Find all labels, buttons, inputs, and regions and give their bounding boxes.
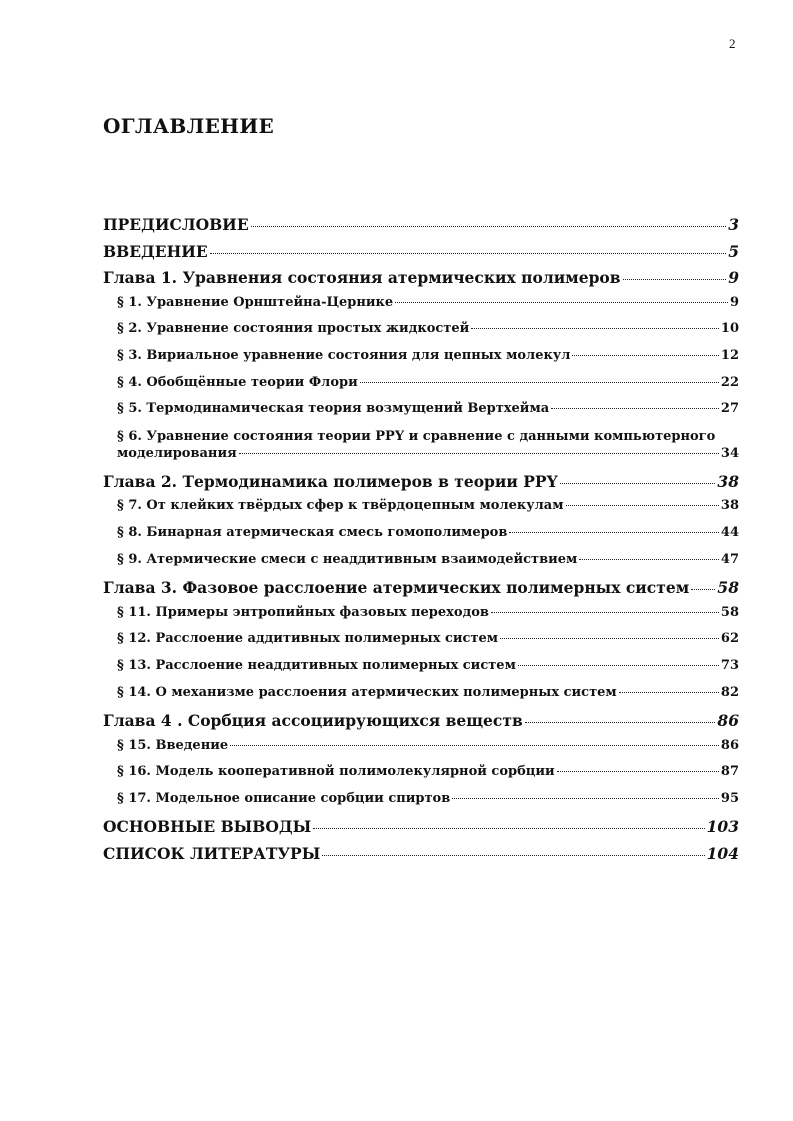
toc-entry-section-4[interactable] bbox=[103, 375, 739, 402]
dot-leader bbox=[239, 452, 719, 454]
toc-entry-page: 62 bbox=[720, 631, 739, 647]
table-of-contents bbox=[103, 215, 739, 871]
toc-entry-text: Глава 1. Уравнения состояния атермических полимеров bbox=[103, 268, 621, 288]
toc-entry-text: ОСНОВНЫЕ ВЫВОДЫ bbox=[103, 817, 312, 837]
toc-entry-page: 82 bbox=[720, 684, 739, 700]
toc-entry-text: § 14. О механизме расслоения атермических полимерных систем bbox=[117, 684, 617, 700]
dot-leader bbox=[322, 854, 704, 856]
toc-entry-text: § 5. Термодинамическая теория возмущений Вертхейма bbox=[117, 401, 550, 417]
toc-entry-text: Глава 4 . Сорбция ассоциирующихся веществ bbox=[103, 711, 523, 731]
toc-entry-text: § 3. Вириальное уравнение состояния для цепных молекул bbox=[117, 347, 571, 363]
toc-entry-text: § 8. Бинарная атермическая смесь гомополимеров bbox=[117, 524, 508, 540]
toc-entry-page: 12 bbox=[720, 347, 739, 363]
toc-entry-section-6[interactable] bbox=[103, 428, 739, 472]
dot-leader bbox=[230, 744, 719, 746]
toc-entry-conclusions[interactable] bbox=[103, 817, 739, 844]
toc-entry-text: СПИСОК ЛИТЕРАТУРЫ bbox=[103, 844, 321, 864]
toc-entry-section-1[interactable] bbox=[103, 295, 739, 322]
toc-entry-page: 10 bbox=[720, 321, 739, 337]
dot-leader bbox=[560, 482, 716, 484]
dot-leader bbox=[471, 327, 719, 329]
dot-leader bbox=[572, 354, 719, 356]
toc-entry-page: 34 bbox=[720, 445, 739, 461]
dot-leader bbox=[210, 252, 726, 254]
dot-leader bbox=[525, 721, 716, 723]
dot-leader bbox=[360, 381, 719, 383]
toc-entry-section-8[interactable] bbox=[103, 525, 739, 552]
toc-entry-page: 9 bbox=[729, 294, 739, 310]
dot-leader bbox=[551, 407, 719, 409]
toc-entry-page: 58 bbox=[720, 604, 739, 620]
toc-entry-page: 58 bbox=[717, 578, 739, 598]
toc-entry-references[interactable] bbox=[103, 844, 739, 871]
toc-entry-preface[interactable] bbox=[103, 215, 739, 242]
toc-entry-section-17[interactable] bbox=[103, 791, 739, 818]
toc-entry-section-16[interactable] bbox=[103, 764, 739, 791]
toc-entry-section-13[interactable] bbox=[103, 658, 739, 685]
toc-entry-text: ПРЕДИСЛОВИЕ bbox=[103, 215, 249, 234]
toc-entry-chapter-3[interactable] bbox=[103, 578, 739, 605]
dot-leader bbox=[623, 278, 727, 280]
toc-entry-page: 3 bbox=[728, 215, 739, 234]
dot-leader bbox=[566, 504, 719, 506]
toc-entry-page: 86 bbox=[717, 711, 739, 731]
toc-entry-page: 103 bbox=[706, 817, 739, 837]
toc-entry-text: Глава 2. Термодинамика полимеров в теории PPY bbox=[103, 471, 558, 491]
toc-entry-chapter-2[interactable] bbox=[103, 472, 739, 499]
toc-entry-page: 95 bbox=[720, 790, 739, 806]
toc-entry-page: 5 bbox=[728, 241, 739, 261]
toc-entry-text: § 1. Уравнение Орнштейна-Цернике bbox=[117, 294, 394, 310]
toc-entry-section-3[interactable] bbox=[103, 348, 739, 375]
toc-entry-page: 22 bbox=[720, 374, 739, 390]
dot-leader bbox=[500, 637, 719, 639]
toc-entry-page: 38 bbox=[717, 471, 739, 491]
dot-leader bbox=[251, 225, 727, 227]
toc-entry-page: 47 bbox=[720, 551, 739, 567]
toc-entry-page: 38 bbox=[720, 498, 739, 514]
toc-entry-text: § 15. Введение bbox=[117, 737, 229, 753]
dot-leader bbox=[619, 691, 719, 693]
dot-leader bbox=[518, 664, 719, 666]
toc-entry-section-7[interactable] bbox=[103, 498, 739, 525]
dot-leader bbox=[557, 770, 719, 772]
toc-entry-page: 9 bbox=[728, 268, 739, 288]
page-number: 2 bbox=[729, 36, 736, 51]
toc-entry-section-2[interactable] bbox=[103, 321, 739, 348]
toc-entry-text: § 2. Уравнение состояния простых жидкостей bbox=[117, 321, 470, 337]
dot-leader bbox=[395, 301, 728, 303]
toc-entry-page: 73 bbox=[720, 657, 739, 673]
toc-entry-page: 104 bbox=[706, 844, 739, 864]
toc-entry-section-15[interactable] bbox=[103, 738, 739, 765]
dot-leader bbox=[313, 827, 704, 829]
toc-entry-text: ВВЕДЕНИЕ bbox=[103, 241, 208, 261]
dot-leader bbox=[509, 531, 719, 533]
toc-entry-section-14[interactable] bbox=[103, 685, 739, 712]
toc-entry-chapter-1[interactable] bbox=[103, 268, 739, 295]
toc-entry-text: § 12. Расслоение аддитивных полимерных систем bbox=[117, 631, 499, 647]
toc-entry-text: § 16. Модель кооперативной полимолекулярной сорбции bbox=[117, 764, 555, 780]
toc-entry-text: § 6. Уравнение состояния теории PPY и сравнение с данными компьютерного bbox=[117, 428, 716, 444]
toc-entry-chapter-4[interactable] bbox=[103, 711, 739, 738]
toc-entry-section-11[interactable] bbox=[103, 605, 739, 632]
toc-entry-page: 27 bbox=[720, 401, 739, 417]
dot-leader bbox=[579, 558, 719, 560]
toc-entry-text: § 17. Модельное описание сорбции спиртов bbox=[117, 790, 451, 806]
dot-leader bbox=[691, 588, 715, 590]
dot-leader bbox=[452, 797, 719, 799]
toc-entry-section-12[interactable] bbox=[103, 631, 739, 658]
dot-leader bbox=[491, 611, 719, 613]
toc-entry-text: § 11. Примеры энтропийных фазовых переходов bbox=[117, 604, 489, 620]
toc-entry-section-9[interactable] bbox=[103, 552, 739, 579]
toc-entry-page: 87 bbox=[720, 764, 739, 780]
toc-entry-introduction[interactable] bbox=[103, 242, 739, 269]
toc-entry-text: § 4. Обобщённые теории Флори bbox=[117, 374, 358, 390]
toc-entry-page: 86 bbox=[720, 737, 739, 753]
toc-title: ОГЛАВЛЕНИЕ bbox=[103, 114, 275, 138]
toc-entry-section-5[interactable] bbox=[103, 401, 739, 428]
toc-entry-text: § 9. Атермические смеси с неаддитивным взаимодействием bbox=[117, 551, 578, 567]
toc-entry-text: § 7. От клейких твёрдых сфер к твёрдоцепным молекулам bbox=[117, 498, 564, 514]
toc-entry-text: § 13. Расслоение неаддитивных полимерных систем bbox=[117, 657, 516, 673]
toc-entry-text-continued: моделирования bbox=[117, 445, 237, 461]
toc-entry-text: Глава 3. Фазовое расслоение атермических полимерных систем bbox=[103, 578, 690, 598]
toc-entry-page: 44 bbox=[720, 524, 739, 540]
